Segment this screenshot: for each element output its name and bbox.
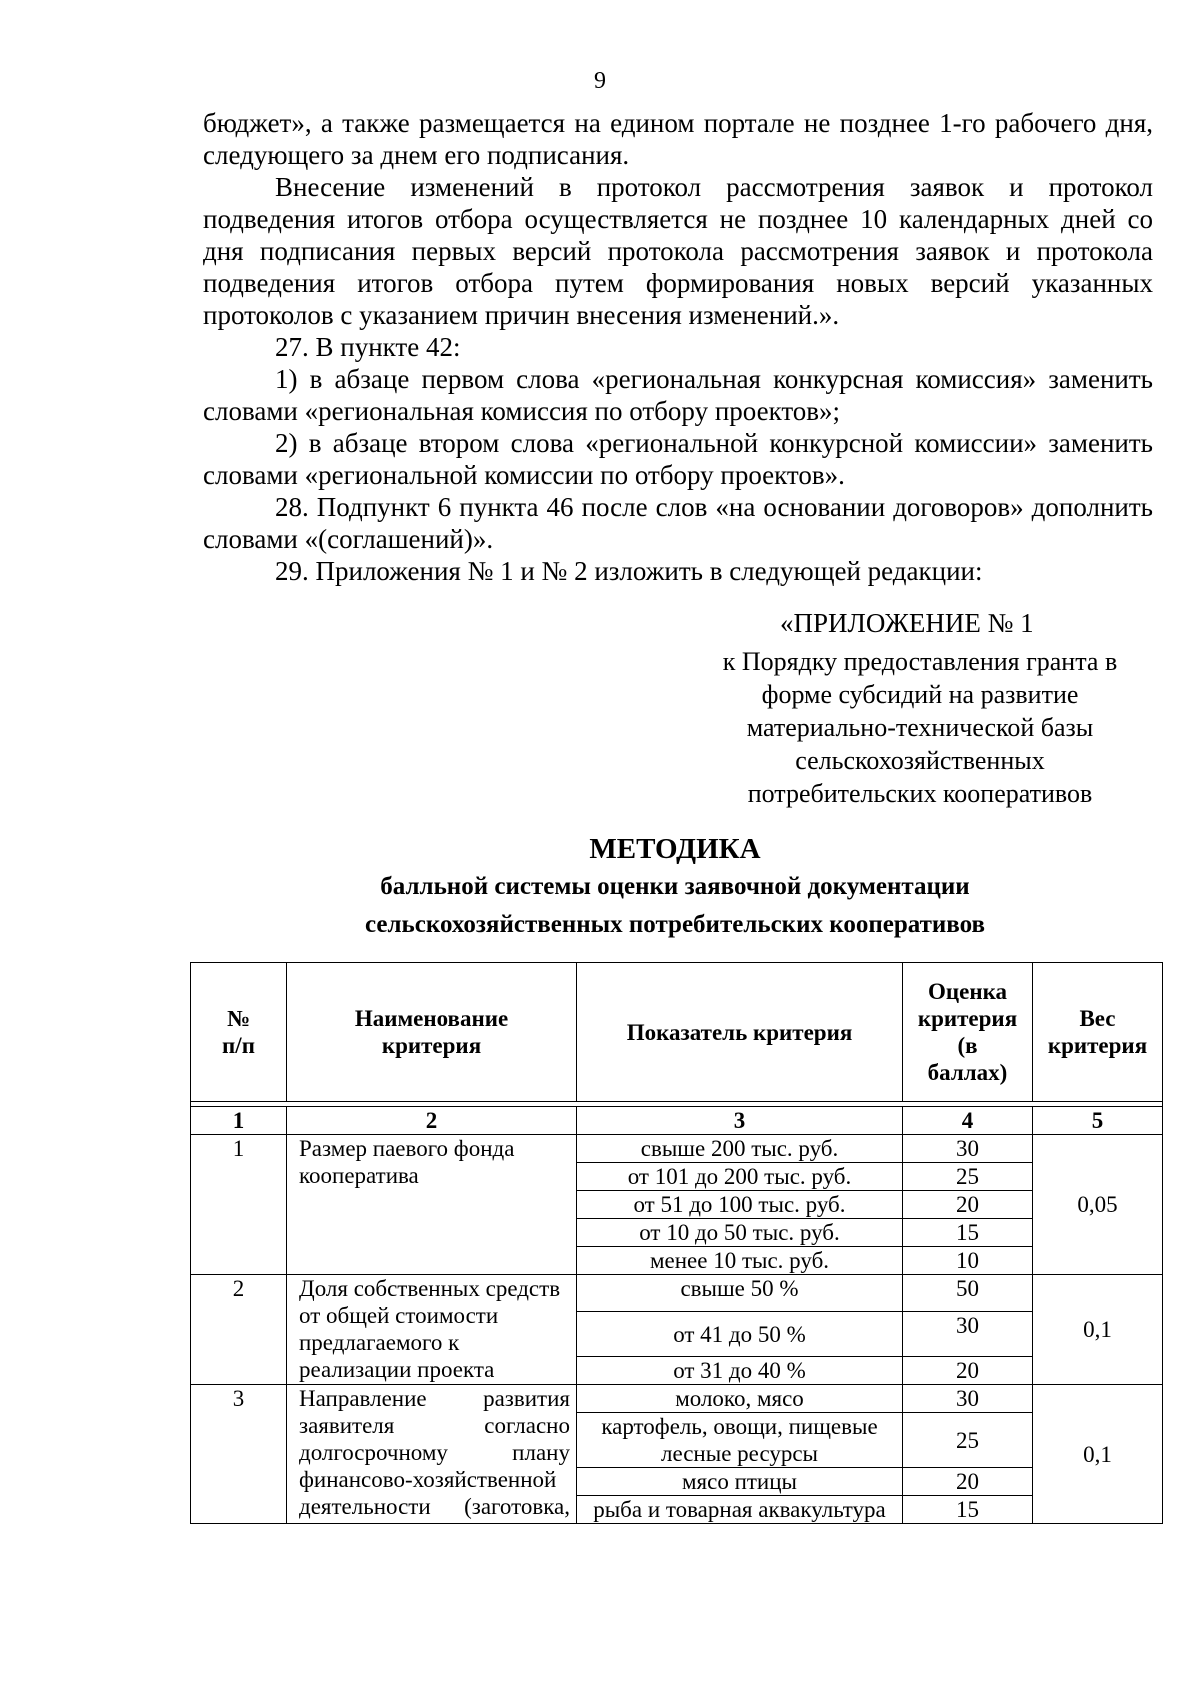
score-cell: 15	[903, 1219, 1033, 1247]
paragraph: 2) в абзаце втором слова «региональной конкурсной комиссии» заменить словами «региональной комиссии по отбору проектов».	[203, 428, 1153, 490]
column-number: 2	[287, 1107, 577, 1135]
column-number: 4	[903, 1107, 1033, 1135]
table-row	[191, 1275, 1163, 1312]
header-score	[903, 963, 1033, 1102]
appendix-subtitle-line: потребительских кооперативов	[747, 779, 1093, 808]
methodology-title: МЕТОДИКА	[589, 833, 761, 865]
header-text: п/п	[222, 1033, 255, 1058]
header-text: баллах)	[927, 1060, 1008, 1085]
column-number: 1	[191, 1107, 287, 1135]
paragraph: 27. В пункте 42:	[275, 332, 461, 362]
appendix-subtitle-line: сельскохозяйственных	[795, 746, 1045, 775]
table-header-row	[191, 963, 1163, 1102]
header-text: критерия	[1047, 1033, 1148, 1058]
weight-cell: 0,05	[1033, 1135, 1163, 1275]
paragraph: 28. Подпункт 6 пункта 46 после слов «на основании договоров» дополнить словами «(соглашений)».	[203, 492, 1153, 554]
indicator-cell: от 51 до 100 тыс. руб.	[577, 1191, 903, 1219]
appendix-subtitle-line: материально-технической базы	[746, 713, 1094, 742]
score-cell: 50	[903, 1275, 1033, 1312]
header-text: Вес	[1079, 1006, 1116, 1031]
header-indicator: Показатель критерия	[577, 963, 903, 1102]
criterion-name: Размер паевого фонда кооператива	[287, 1135, 577, 1275]
header-weight	[1033, 963, 1163, 1102]
indicator-cell: картофель, овощи, пищевые лесные ресурсы	[577, 1413, 903, 1468]
score-cell: 25	[903, 1413, 1033, 1468]
indicator-cell: менее 10 тыс. руб.	[577, 1247, 903, 1275]
criterion-num: 1	[191, 1135, 287, 1275]
weight-cell: 0,1	[1033, 1385, 1163, 1524]
score-cell: 20	[903, 1191, 1033, 1219]
column-number: 3	[577, 1107, 903, 1135]
indicator-cell: молоко, мясо	[577, 1385, 903, 1413]
score-cell: 25	[903, 1163, 1033, 1191]
page-number: 9	[594, 68, 606, 94]
indicator-cell: свыше 200 тыс. руб.	[577, 1135, 903, 1163]
indicator-cell: от 101 до 200 тыс. руб.	[577, 1163, 903, 1191]
indicator-cell: рыба и товарная аквакультура	[577, 1496, 903, 1524]
indicator-cell: от 41 до 50 %	[577, 1312, 903, 1357]
weight-cell: 0,1	[1033, 1275, 1163, 1385]
indicator-cell: от 31 до 40 %	[577, 1357, 903, 1385]
criterion-name: Направление развития заявителя согласно долгосрочному плану финансово-хозяйственной деятельности (заготовка,	[287, 1385, 577, 1524]
appendix-title: «ПРИЛОЖЕНИЕ № 1	[780, 608, 1034, 638]
score-cell: 10	[903, 1247, 1033, 1275]
paragraph: 1) в абзаце первом слова «региональная конкурсная комиссия» заменить словами «региональная комиссия по отбору проектов»;	[203, 364, 1153, 426]
header-num	[191, 963, 287, 1102]
header-text: Оценка	[927, 979, 1007, 1004]
score-cell: 30	[903, 1312, 1033, 1357]
appendix-subtitle-line: форме субсидий на развитие	[761, 680, 1079, 709]
header-text: критерия	[917, 1006, 1018, 1031]
body-text	[203, 107, 1153, 587]
paragraph: 29. Приложения № 1 и № 2 изложить в следующей редакции:	[275, 556, 983, 586]
score-cell: 30	[903, 1385, 1033, 1413]
header-text: критерия	[381, 1033, 482, 1058]
paragraph: Внесение изменений в протокол рассмотрения заявок и протокол подведения итогов отбора осуществляется не позднее 10 календарных дней со дня подписания первых версий протокола рассмотрения заявок и протокола подведения итогов отбора путем формирования новых версий указанных протоколов с указанием причин внесения изменений.».	[203, 172, 1153, 330]
criterion-num: 2	[191, 1275, 287, 1385]
criterion-name: Доля собственных средств от общей стоимости предлагаемого к реализации проекта	[287, 1275, 577, 1385]
methodology-subtitle-line: сельскохозяйственных потребительских кооперативов	[365, 911, 985, 938]
indicator-cell: мясо птицы	[577, 1468, 903, 1496]
score-cell: 20	[903, 1357, 1033, 1385]
indicator-cell: от 10 до 50 тыс. руб.	[577, 1219, 903, 1247]
header-text: (в	[957, 1033, 978, 1058]
criterion-num: 3	[191, 1385, 287, 1524]
criteria-table	[190, 962, 1163, 1524]
methodology-heading	[0, 832, 1200, 942]
table-row	[191, 1385, 1163, 1413]
score-cell: 30	[903, 1135, 1033, 1163]
methodology-subtitle-line: балльной системы оценки заявочной документации	[380, 873, 970, 900]
appendix-subtitle	[690, 645, 1150, 810]
paragraph: бюджет», а также размещается на едином портале не позднее 1-го рабочего дня, следующего за днем его подписания.	[203, 108, 1153, 170]
header-name	[287, 963, 577, 1102]
table-row	[191, 1135, 1163, 1163]
score-cell: 15	[903, 1496, 1033, 1524]
header-text: Наименование	[354, 1006, 509, 1031]
indicator-cell: свыше 50 %	[577, 1275, 903, 1312]
appendix-subtitle-line: к Порядку предоставления гранта в	[722, 647, 1118, 676]
column-number-row	[191, 1107, 1163, 1135]
header-text: №	[226, 1006, 251, 1031]
score-cell: 20	[903, 1468, 1033, 1496]
column-number: 5	[1033, 1107, 1163, 1135]
